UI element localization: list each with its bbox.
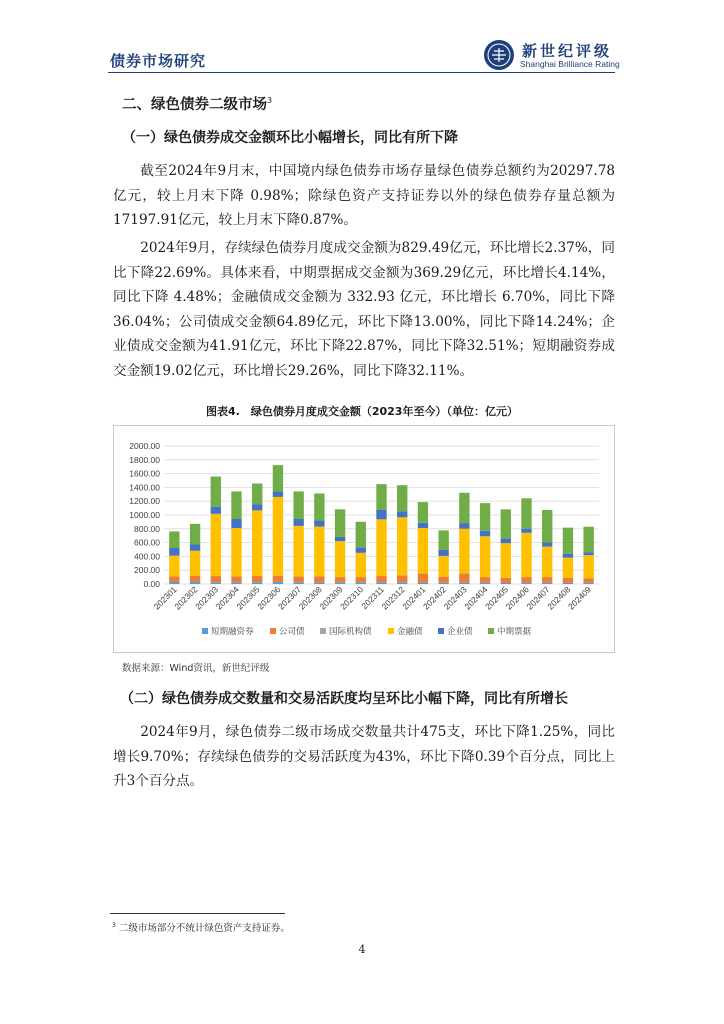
bar-segment xyxy=(521,533,531,577)
legend-label: 公司债 xyxy=(279,626,305,636)
bar-segment xyxy=(335,537,345,541)
bar-segment xyxy=(273,465,283,491)
bar-segment xyxy=(335,582,345,584)
x-tick-label: 202404 xyxy=(462,584,490,612)
legend-swatch xyxy=(438,628,444,634)
y-tick-label: 1000.00 xyxy=(129,510,160,520)
bar-segment xyxy=(169,531,179,548)
bar-segment xyxy=(438,583,448,584)
x-tick-label: 202401 xyxy=(400,584,428,612)
bar-segment xyxy=(521,577,531,583)
bar-segment xyxy=(418,583,428,584)
x-tick-label: 202409 xyxy=(565,584,594,612)
bar-segment xyxy=(480,503,490,531)
x-tick-label: 202304 xyxy=(213,584,241,612)
bar-segment xyxy=(314,493,324,520)
x-tick-label: 202310 xyxy=(338,584,366,612)
y-tick-label: 400.00 xyxy=(134,551,160,562)
x-tick-label: 202309 xyxy=(317,584,345,612)
bar-segment xyxy=(438,530,448,549)
bar-segment xyxy=(563,583,573,584)
x-tick-label: 202403 xyxy=(441,584,469,612)
bar-segment xyxy=(521,529,531,533)
bar-segment xyxy=(314,527,324,577)
x-tick-label: 202402 xyxy=(420,584,449,612)
bar-segment xyxy=(211,576,221,582)
y-tick-label: 2000.00 xyxy=(129,441,160,451)
bar-segment xyxy=(190,576,200,582)
bar-segment xyxy=(438,556,448,577)
y-tick-label: 1200.00 xyxy=(129,496,160,507)
x-tick-label: 202308 xyxy=(296,584,324,612)
bar-segment xyxy=(459,523,469,529)
y-tick-label: 1800.00 xyxy=(129,454,160,465)
bar-segment xyxy=(397,582,407,584)
bar-segment xyxy=(501,543,511,578)
bar-segment xyxy=(293,582,303,584)
bar-segment xyxy=(356,553,366,577)
bar-segment xyxy=(542,577,552,583)
bar-segment xyxy=(252,582,262,584)
x-tick-label: 202408 xyxy=(545,584,573,612)
bar-segment xyxy=(397,575,407,582)
x-tick-label: 202307 xyxy=(275,584,304,612)
bar-segment xyxy=(438,577,448,583)
bar-segment xyxy=(418,502,428,523)
x-tick-label: 202405 xyxy=(483,584,511,612)
bar-segment xyxy=(169,582,179,584)
bar-segment xyxy=(376,484,386,510)
y-tick-label: 600.00 xyxy=(134,537,160,548)
bar-segment xyxy=(231,491,241,519)
bar-segment xyxy=(169,576,179,582)
footnote-ref[interactable]: 3 xyxy=(267,96,273,106)
bar-segment xyxy=(376,519,386,576)
header-divider xyxy=(108,72,615,73)
y-tick-label: 0.00 xyxy=(143,579,160,589)
bar-segment xyxy=(563,578,573,583)
bar-segment xyxy=(252,483,262,504)
x-tick-label: 202302 xyxy=(172,584,200,612)
bar-segment xyxy=(418,523,428,528)
x-tick-label: 202407 xyxy=(524,584,552,612)
bar-segment xyxy=(542,547,552,577)
bar-segment xyxy=(190,551,200,576)
bar-segment xyxy=(356,547,366,553)
bar-segment xyxy=(542,542,552,546)
bar-segment xyxy=(501,578,511,583)
footnote-divider xyxy=(110,913,285,914)
bar-segment xyxy=(314,583,324,584)
legend-label: 中期票据 xyxy=(497,626,532,636)
bar-segment xyxy=(293,576,303,582)
bar-segment xyxy=(438,550,448,556)
bar-segment xyxy=(542,510,552,542)
legend-swatch xyxy=(202,628,208,634)
brand-logo-icon xyxy=(484,40,514,70)
legend-swatch xyxy=(488,628,494,634)
bar-segment xyxy=(501,509,511,538)
x-tick-label: 202301 xyxy=(151,584,179,612)
bar-segment xyxy=(211,514,221,576)
bar-segment xyxy=(335,577,345,582)
bar-segment xyxy=(501,538,511,543)
bar-segment xyxy=(190,524,200,545)
bar-segment xyxy=(190,545,200,551)
bar-segment xyxy=(169,548,179,556)
x-tick-label: 202312 xyxy=(379,584,407,612)
bar-segment xyxy=(335,509,345,537)
bar-segment xyxy=(397,485,407,511)
bar-segment xyxy=(583,527,593,552)
bar-segment xyxy=(314,576,324,582)
bar-segment xyxy=(459,574,469,583)
legend-swatch xyxy=(320,628,326,634)
y-tick-label: 1400.00 xyxy=(129,482,160,493)
bar-segment xyxy=(583,552,593,555)
legend-label: 国际机构债 xyxy=(329,626,372,636)
bar-segment xyxy=(356,582,366,584)
brand-name-cn: 新世纪评级 xyxy=(522,42,613,60)
bar-segment xyxy=(335,541,345,577)
page-number: 4 xyxy=(358,943,366,956)
bar-segment xyxy=(583,555,593,578)
bar-segment xyxy=(459,493,469,523)
bar-segment xyxy=(231,519,241,528)
paragraph-2: 2024年9月，存续绿色债券月度成交金额为829.49亿元，环比增长2.37%，同比下降22.69%。具体来看，中期票据成交金额为369.29亿元，环比增长4.14%，同比下降 4.48%；金融债成交金额为 332.93 亿元，环比增长 6.70%，同比下降36.04%；公司债成交金额64.89亿元，环比下降13.00%，同比下降14.24%；企业债成交金额为41.91亿元，环比下降22.87%，同比下降32.51%；短期融资券成交金额19.02亿元，环比增长29.26%，同比下降32.11%。 xyxy=(113,240,615,379)
x-tick-label: 202305 xyxy=(234,584,262,612)
bar-segment xyxy=(397,517,407,575)
subsection-heading-1: （一）绿色债券成交金额环比小幅增长，同比有所下降 xyxy=(122,130,458,146)
bar-segment xyxy=(211,582,221,584)
legend-label: 金融债 xyxy=(397,626,423,636)
bar-segment xyxy=(211,507,221,514)
legend-swatch xyxy=(270,628,276,634)
bar-segment xyxy=(397,511,407,517)
bar-segment xyxy=(542,583,552,584)
paragraph-1: 截至2024年9月末，中国境内绿色债券市场存量绿色债券总额约为20297.78亿元，较上月末下降 0.98%；除绿色资产支持证券以外的绿色债券存量总额为17197.91亿元，较上月末下降0.87%。 xyxy=(113,163,615,228)
bar-segment xyxy=(521,498,531,528)
bar-segment xyxy=(418,574,428,583)
bar-segment xyxy=(252,510,262,576)
bar-segment xyxy=(293,519,303,526)
bar-segment xyxy=(459,583,469,584)
bar-segment xyxy=(376,576,386,582)
bar-segment xyxy=(273,582,283,584)
bar-segment xyxy=(356,522,366,548)
bar-segment xyxy=(273,497,283,576)
bar-segment xyxy=(231,528,241,576)
bar-segment xyxy=(583,583,593,584)
bar-segment xyxy=(231,576,241,582)
bar-segment xyxy=(169,556,179,577)
bar-segment xyxy=(293,491,303,519)
bar-segment xyxy=(376,510,386,520)
bar-segment xyxy=(501,583,511,584)
chart-frame xyxy=(113,425,615,653)
x-tick-label: 202311 xyxy=(359,584,386,612)
legend-label: 短期融资券 xyxy=(211,626,254,636)
bar-segment xyxy=(211,477,221,507)
bar-segment xyxy=(480,583,490,584)
x-tick-label: 202306 xyxy=(255,584,283,612)
x-tick-label: 202406 xyxy=(503,584,531,612)
section-heading: 二、绿色债券二级市场$^3$ xyxy=(122,96,273,113)
bar-segment xyxy=(480,531,490,537)
report-series-title: 债券市场研究 xyxy=(110,52,207,70)
bar-segment xyxy=(252,576,262,582)
brand-name-en: Shanghai Brilliance Rating xyxy=(520,59,620,69)
legend-label: 企业债 xyxy=(447,626,473,636)
y-tick-label: 200.00 xyxy=(134,565,160,576)
bar-segment xyxy=(521,583,531,584)
footnote: $^3$ 二级市场部分不统计绿色资产支持证券。 xyxy=(112,921,290,934)
bar-segment xyxy=(563,558,573,578)
figure-title: 图表4. 绿色债券月度成交金额（2023年至今）（单位：亿元） xyxy=(206,405,518,418)
y-tick-label: 800.00 xyxy=(134,523,160,534)
bar-segment xyxy=(563,554,573,558)
paragraph-3: 2024年9月，绿色债券二级市场成交数量共计475支，环比下降1.25%，同比增长9.70%；存续绿色债券的交易活跃度为43%，环比下降0.39个百分点，同比上升3个百分点。 xyxy=(113,724,615,789)
x-tick-label: 202303 xyxy=(193,584,221,612)
bar-segment xyxy=(418,528,428,574)
subsection-heading-2: （二）绿色债券成交数量和交易活跃度均呈环比小幅下降，同比有所增长 xyxy=(120,691,568,707)
bar-segment xyxy=(190,582,200,584)
data-source-note: 数据来源：Wind资讯，新世纪评级 xyxy=(122,663,270,674)
bar-segment xyxy=(376,582,386,584)
bar-segment xyxy=(252,504,262,510)
bar-segment xyxy=(480,577,490,583)
bar-segment xyxy=(273,576,283,582)
bar-segment xyxy=(314,520,324,526)
y-tick-label: 1600.00 xyxy=(129,468,160,479)
bar-segment xyxy=(231,582,241,584)
bar-segment xyxy=(583,578,593,582)
bar-segment xyxy=(273,491,283,497)
bar-segment xyxy=(293,526,303,576)
bar-segment xyxy=(459,529,469,574)
stacked-bar-chart xyxy=(114,426,614,652)
bar-segment xyxy=(356,577,366,582)
bar-segment xyxy=(563,528,573,554)
legend-swatch xyxy=(388,628,394,634)
bar-segment xyxy=(480,536,490,577)
